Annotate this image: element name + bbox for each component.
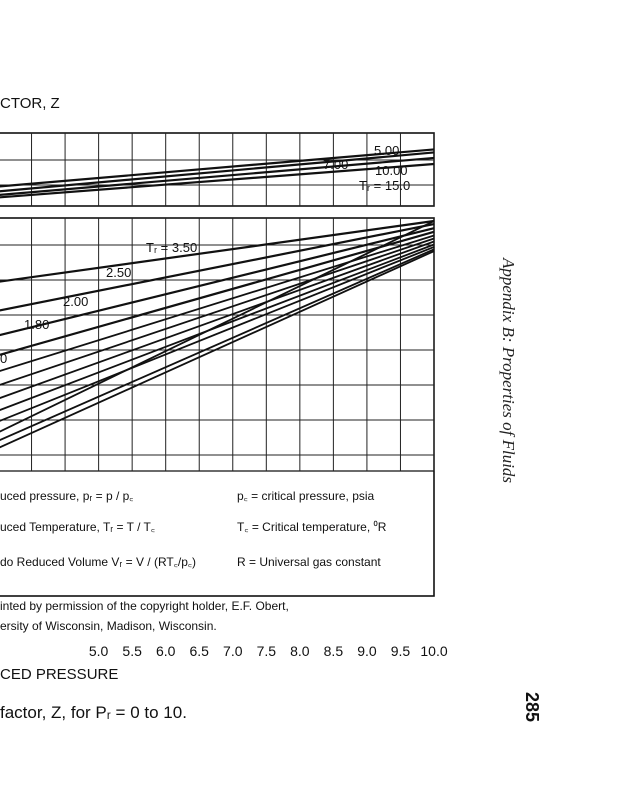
legend-reduced-volume: do Reduced Volume Vᵣ = V / (RT꜀/p꜀)	[0, 555, 197, 569]
line-label-2-00: 2.00	[63, 294, 89, 309]
x-tick-label: 7.5	[256, 643, 277, 659]
x-tick-label: 7.0	[223, 643, 243, 659]
x-tick-label: 9.0	[357, 643, 377, 659]
source-note-line-1: inted by permission of the copyright holder, E.F. Obert,	[0, 599, 289, 613]
chart-title: CTOR, Z	[0, 95, 60, 112]
line-label-2-50: 2.50	[106, 265, 132, 280]
legend-critical-temperature: T꜀ = Critical temperature, ⁰R	[237, 520, 387, 534]
line-label-15: Tᵣ = 15.0	[359, 178, 411, 193]
x-tick-label: 5.0	[88, 643, 109, 659]
line-label-3-50: Tᵣ = 3.50	[146, 240, 198, 255]
line-label-10: 10.00	[375, 163, 408, 178]
legend-reduced-pressure: uced pressure, pᵣ = p / p꜀	[0, 489, 134, 503]
legend-reduced-temperature: uced Temperature, Tᵣ = T / T꜀	[0, 520, 156, 534]
x-tick-label: 9.5	[390, 643, 411, 659]
x-tick-label: 5.5	[122, 643, 142, 659]
x-tick-label: 8.0	[290, 643, 310, 659]
x-tick-label: 8.5	[323, 643, 344, 659]
line-label-7: 7.00	[323, 157, 349, 172]
x-tick-label: 10.0	[420, 643, 448, 659]
figure-caption: factor, Z, for Pᵣ = 0 to 10.	[0, 703, 187, 722]
line-label-5: 5.00	[374, 143, 400, 158]
source-note-line-2: ersity of Wisconsin, Madison, Wisconsin.	[0, 619, 217, 633]
x-tick-label: 6.0	[155, 643, 176, 659]
legend-critical-pressure: p꜀ = critical pressure, psia	[237, 489, 375, 503]
line-label-edge: 0	[0, 351, 8, 366]
legend-gas-constant: R = Universal gas constant	[237, 555, 381, 569]
x-tick-label: 6.5	[189, 643, 209, 659]
line-label-1-80: 1.80	[24, 317, 50, 332]
appendix-title: Appendix B: Properties of Fluids	[499, 258, 518, 484]
x-axis-label: CED PRESSURE	[0, 666, 119, 683]
page-number: 285	[522, 692, 542, 723]
x-tick-labels	[89, 643, 448, 659]
